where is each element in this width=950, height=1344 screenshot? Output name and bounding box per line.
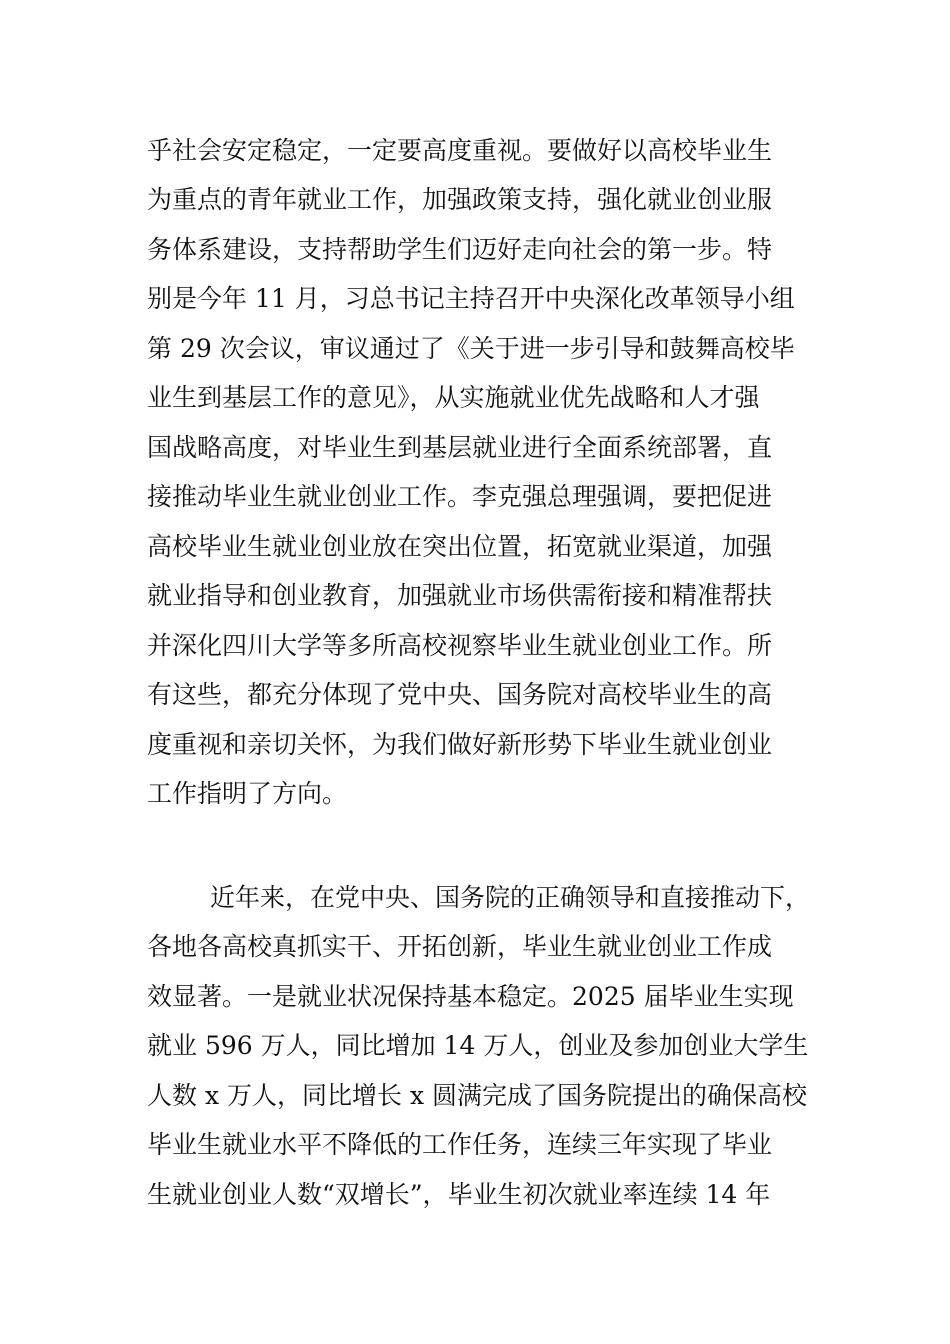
text-line: 为重点的青年就业工作，加强政策支持，强化就业创业服 bbox=[147, 185, 773, 214]
text-line: 近年来，在党中央、国务院的正确领导和直接推动下， bbox=[210, 883, 811, 912]
text-line: 接推动毕业生就业创业工作。李克强总理强调，要把促进 bbox=[147, 482, 773, 511]
text-line: 并深化四川大学等多所高校视察毕业生就业创业工作。所 bbox=[147, 631, 773, 660]
text-line: 别是今年 11 月，习总书记主持召开中央深化改革领导小组 bbox=[147, 284, 795, 313]
text-line: 效显著。一是就业状况保持基本稳定。2025 届毕业生实现 bbox=[147, 982, 794, 1011]
text-line: 人数 x 万人，同比增长 x 圆满完成了国务院提出的确保高校 bbox=[147, 1081, 807, 1110]
text-line: 乎社会安定稳定，一定要高度重视。要做好以高校毕业生 bbox=[147, 136, 773, 165]
text-line: 高校毕业生就业创业放在突出位置，拓宽就业渠道，加强 bbox=[147, 532, 773, 561]
text-line: 生就业创业人数“双增长”，毕业生初次就业率连续 14 年 bbox=[147, 1180, 771, 1209]
text-line: 务体系建设，支持帮助学生们迈好走向社会的第一步。特 bbox=[147, 235, 773, 264]
text-line: 就业指导和创业教育，加强就业市场供需衔接和精准帮扶 bbox=[147, 581, 773, 610]
text-line: 国战略高度，对毕业生到基层就业进行全面系统部署，直 bbox=[147, 433, 773, 462]
text-line: 毕业生就业水平不降低的工作任务，连续三年实现了毕业 bbox=[147, 1130, 773, 1159]
text-line: 业生到基层工作的意见》，从实施就业优先战略和人才强 bbox=[147, 383, 760, 412]
text-line: 各地各高校真抓实干、开拓创新，毕业生就业创业工作成 bbox=[147, 932, 773, 961]
text-line: 有这些，都充分体现了党中央、国务院对高校毕业生的高 bbox=[147, 680, 773, 709]
text-line: 第 29 次会议，审议通过了《关于进一步引导和鼓舞高校毕 bbox=[147, 334, 795, 363]
text-line: 工作指明了方向。 bbox=[147, 779, 348, 808]
text-line: 度重视和亲切关怀，为我们做好新形势下毕业生就业创业 bbox=[147, 730, 773, 759]
text-line: 就业 596 万人，同比增加 14 万人，创业及参加创业大学生 bbox=[147, 1031, 809, 1060]
